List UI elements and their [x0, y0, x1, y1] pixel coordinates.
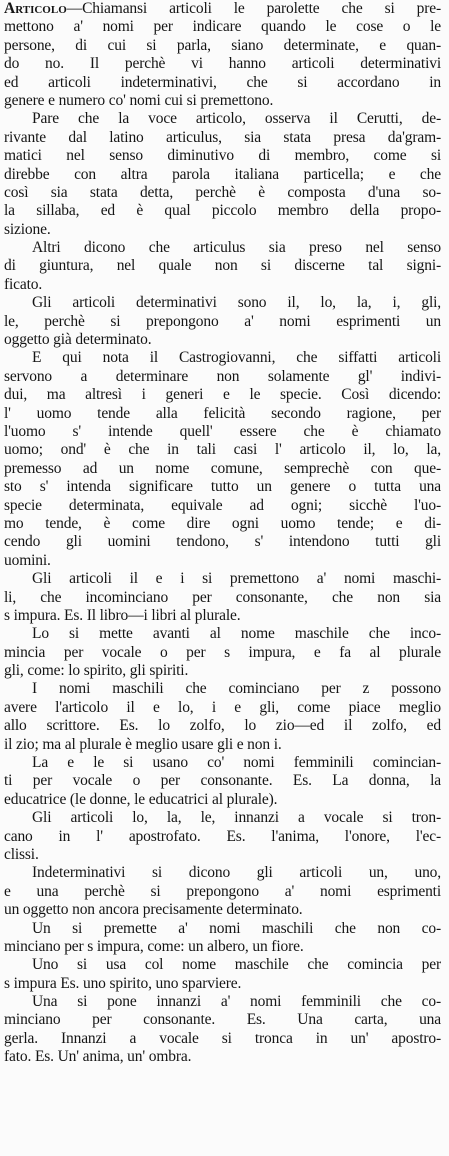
line-text: Indeterminativi si dicono gli articoli un, uno, — [32, 864, 441, 882]
text-line — [4, 129, 441, 147]
paragraph — [4, 625, 441, 680]
text-line — [4, 533, 441, 551]
line-text: minciano per s impura, come: un albero, un fiore. — [4, 937, 304, 955]
text-line — [4, 147, 441, 165]
line-text: oggetto già determinato. — [4, 331, 152, 349]
line-text: uomo; ond' è che in tali casi l' articolo il, lo, la, — [4, 441, 441, 459]
line-text: servono a determinare non solamente gl' indivi- — [4, 367, 441, 385]
text-line — [4, 1011, 441, 1029]
line-text: Gli articoli determinativi sono il, lo, la, i, gli, — [32, 294, 441, 312]
line-text: sto s' intenda significare tutto un genere o tutta una — [4, 478, 441, 496]
line-text: l'uomo s' intende quell' essere che è chiamato — [4, 422, 441, 440]
text-line — [4, 478, 441, 496]
line-text: un oggetto non ancora precisamente determinato. — [4, 901, 303, 919]
line-text: cano in l' apostrofato. Es. l'anima, l'onore, l'ec- — [4, 827, 441, 845]
text-line — [4, 901, 441, 919]
line-text: premesso ad un nome comune, semprechè con que- — [4, 459, 441, 477]
line-text: educatrice (le donne, le educatrici al plurale). — [4, 790, 278, 808]
line-text: il zio; ma al plurale è meglio usare gli e non i. — [4, 735, 282, 753]
line-text: Gli articoli il e i si premettono a' nomi maschi- — [32, 570, 441, 588]
paragraph — [4, 809, 441, 864]
text-line — [4, 644, 441, 662]
text-line — [4, 18, 441, 36]
text-line — [4, 276, 441, 294]
text-line — [4, 828, 441, 846]
text-line — [4, 0, 441, 18]
line-text: Uno si usa col nome maschile che comincia per — [32, 956, 441, 974]
line-text: e una perchè si prepongono a' nomi esprimenti — [4, 882, 441, 900]
line-text: allo scrittore. Es. lo zolfo, lo zio—ed il zolfo, ed — [4, 717, 441, 735]
line-text: gerla. Innanzi a vocale si tronca in un' apostro- — [4, 1029, 441, 1047]
line-text: li, che incominciano per consonante, che non sia — [4, 588, 441, 606]
text-line — [4, 386, 441, 404]
paragraph — [4, 993, 441, 1067]
line-text: fato. Es. Un' anima, un' ombra. — [4, 1048, 192, 1066]
line-text: dui, ma altresì i generi e le specie. Così dicendo: — [4, 386, 441, 404]
line-text: mettono a' nomi per indicare quando le cose o le — [4, 18, 441, 36]
line-text: persone, di cui si parla, siano determinate, e quan- — [4, 36, 441, 54]
text-line — [4, 92, 441, 110]
line-text: ed articoli indeterminativi, che si accordano in — [4, 73, 441, 91]
line-text: ficato. — [4, 275, 43, 293]
text-line — [4, 938, 441, 956]
text-line — [4, 662, 441, 680]
text-line — [4, 883, 441, 901]
line-text: Pare che la voce articolo, osserva il Cerutti, de- — [32, 110, 441, 128]
line-text: rivante dal latino articulus, sia stata presa da'gram- — [4, 128, 441, 146]
line-text: genere e numero co' nomi cui si premettono. — [4, 91, 274, 109]
text-line — [4, 405, 441, 423]
text-line — [4, 184, 441, 202]
text-line — [4, 368, 441, 386]
line-text: l' uomo tende alla felicità secondo ragione, per — [4, 404, 441, 422]
text-line — [4, 349, 441, 367]
text-line — [4, 754, 441, 772]
line-text: do no. Il perchè vi hanno articoli determinativi — [4, 55, 441, 73]
line-text: minciano per consonante. Es. Una carta, una — [4, 1011, 441, 1029]
text-line — [4, 460, 441, 478]
text-line — [4, 809, 441, 827]
text-line — [4, 846, 441, 864]
paragraph — [4, 956, 441, 993]
line-text: Altri dicono che articulus sia preso nel senso — [32, 239, 441, 257]
line-text: s impura. Es. Il libro—i libri al plurale. — [4, 606, 241, 624]
text-line — [4, 570, 441, 588]
text-line — [4, 589, 441, 607]
line-text: cendo gli uomini tendono, s' intendono tutti gli — [4, 533, 441, 551]
text-line — [4, 625, 441, 643]
line-text: mo tende, è come dire ogni uomo tende; e di- — [4, 514, 441, 532]
paragraph — [4, 680, 441, 754]
text-line — [4, 313, 441, 331]
line-text: così sia stata detta, perchè è composta d'una so- — [4, 183, 441, 201]
text-line — [4, 74, 441, 92]
paragraph — [4, 110, 441, 239]
line-text: direbbe con altra parola italiana particella; e che — [4, 165, 441, 183]
line-text: gli, come: lo spirito, gli spiriti. — [4, 662, 189, 680]
paragraph — [4, 0, 441, 110]
text-line — [4, 680, 441, 698]
text-line — [4, 515, 441, 533]
line-text: La e le si usano co' nomi femminili comincian- — [32, 754, 441, 772]
text-line — [4, 55, 441, 73]
line-text: s impura Es. uno spirito, uno sparviere. — [4, 974, 242, 992]
line-text: Una si pone innanzi a' nomi femminili che co- — [32, 993, 441, 1011]
text-line — [4, 772, 441, 790]
text-line — [4, 221, 441, 239]
text-line — [4, 791, 441, 809]
text-line — [4, 166, 441, 184]
paragraph — [4, 920, 441, 957]
line-text: I nomi maschili che cominciano per z possono — [32, 680, 441, 698]
line-text: mincia per vocale o per s impura, e fa al plurale — [4, 643, 441, 661]
line-text: uomini. — [4, 551, 51, 569]
line-text: sizione. — [4, 220, 51, 238]
text-line — [4, 956, 441, 974]
text-line — [4, 552, 441, 570]
text-line — [4, 1048, 441, 1066]
text-line — [4, 441, 441, 459]
line-text: matici nel senso diminutivo di membro, come si — [4, 147, 441, 165]
line-text: E qui nota il Castrogiovanni, che siffatti articoli — [32, 349, 441, 367]
headword: Articolo — [4, 0, 67, 17]
line-text: Un si premette a' nomi maschili che non co- — [32, 919, 441, 937]
line-text: —Chiamansi articoli le parolette che si pre- — [66, 0, 441, 17]
text-line — [4, 294, 441, 312]
line-text: ti per vocale o per consonante. Es. La donna, la — [4, 772, 441, 790]
line-text: Gli articoli lo, la, le, innanzi a vocale si tron- — [32, 809, 441, 827]
text-column — [4, 0, 441, 1067]
text-line — [4, 736, 441, 754]
text-line — [4, 110, 441, 128]
text-line — [4, 423, 441, 441]
text-line — [4, 717, 441, 735]
line-text: di giuntura, nel quale non si discerne tal signi- — [4, 257, 441, 275]
paragraph — [4, 294, 441, 349]
line-text: le, perchè si prepongono a' nomi esprimenti un — [4, 312, 441, 330]
text-line — [4, 864, 441, 882]
text-line — [4, 993, 441, 1011]
paragraph — [4, 754, 441, 809]
text-line — [4, 920, 441, 938]
line-text: avere l'articolo il e lo, i e gli, come piace meglio — [4, 698, 441, 716]
text-line — [4, 331, 441, 349]
paragraph — [4, 570, 441, 625]
text-line — [4, 699, 441, 717]
text-line — [4, 1030, 441, 1048]
paragraph — [4, 239, 441, 294]
paragraph — [4, 349, 441, 570]
text-line — [4, 497, 441, 515]
line-text: clissi. — [4, 845, 39, 863]
line-text: la sillaba, ed è qual piccolo membro della propo- — [4, 202, 441, 220]
line-text: Lo si mette avanti al nome maschile che inco- — [32, 625, 441, 643]
line-text: specie determinata, equivale ad ogni; sicchè l'uo- — [4, 496, 441, 514]
text-line — [4, 257, 441, 275]
text-line — [4, 202, 441, 220]
text-line — [4, 239, 441, 257]
text-line — [4, 607, 441, 625]
paragraph — [4, 864, 441, 919]
text-line — [4, 37, 441, 55]
text-line — [4, 975, 441, 993]
